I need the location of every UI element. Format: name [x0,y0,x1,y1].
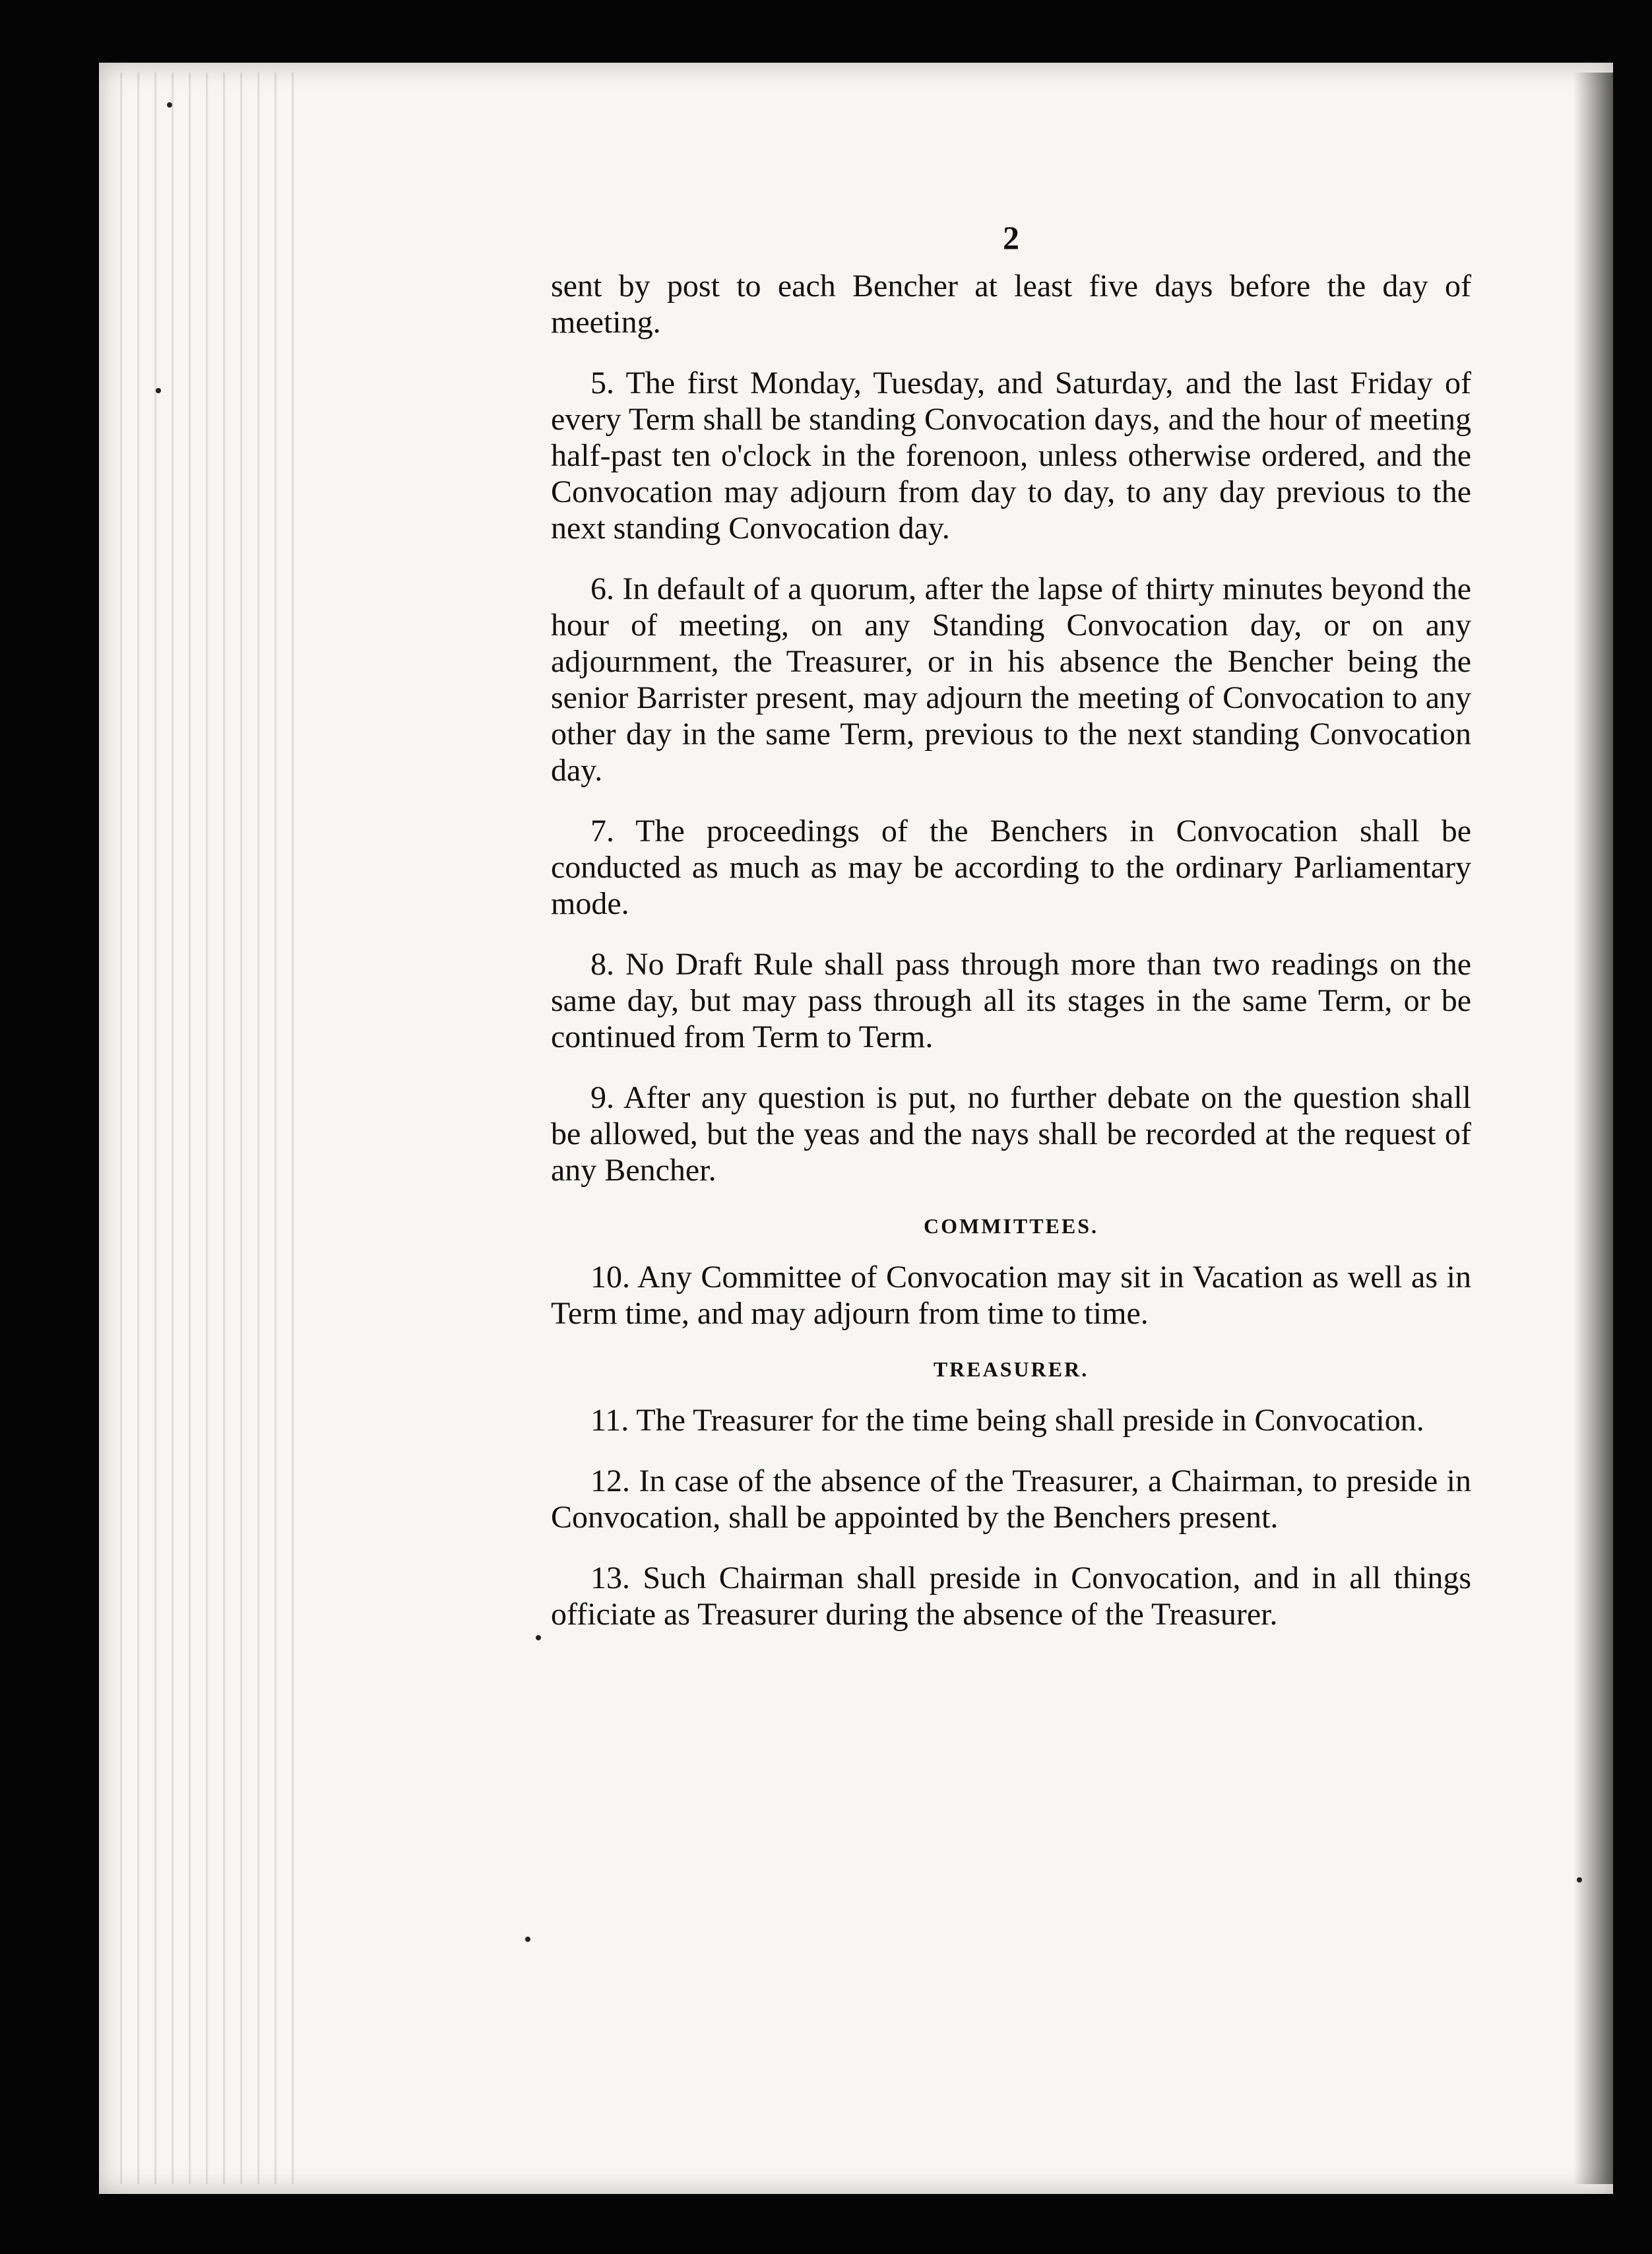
page-edge-left [106,73,303,2184]
scan-speck [525,1937,530,1942]
page-number: 2 [1003,219,1019,256]
paragraph-13: 13. Such Chairman shall preside in Convocation, and in all things officiate as Treasurer during the absence of the Treasurer. [551,1561,1471,1632]
paragraph-5: 5. The first Monday, Tuesday, and Saturday, and the last Friday of every Term shall be standing Convocation days, and the hour of meeting half-past ten o'clock in the forenoon, unless otherwise ordered, and the Convocation may adjourn from day to day, to any day previous to the next standing Convocation day. [551,366,1471,546]
scan-speck [536,1635,541,1640]
paragraph-12: 12. In case of the absence of the Treasurer, a Chairman, to preside in Convocation, shall be appointed by the Benchers present. [551,1464,1471,1535]
paragraph-6: 6. In default of a quorum, after the lapse of thirty minutes beyond the hour of meeting, on any Standing Convocation day, or on any adjournment, the Treasurer, or in his absence the Bencher being the senior Barrister present, may adjourn the meeting of Convocation to any other day in the same Term, previous to the next standing Convocation day. [551,571,1471,788]
paragraph-10: 10. Any Committee of Convocation may sit in Vacation as well as in Term time, and may adjourn from time to time. [551,1260,1471,1331]
heading-treasurer: TREASURER. [933,1357,1089,1381]
scan-speck [167,102,172,108]
scan-speck [156,388,161,393]
paragraph-4-continued: sent by post to each Bencher at least five days before the day of meeting. [551,269,1471,340]
page-edge-right [1573,73,1613,2184]
paragraph-7: 7. The proceedings of the Benchers in Convocation shall be conducted as much as may be according to the ordinary Parliamentary mode. [551,814,1471,921]
document-page [551,218,1471,1657]
heading-committees: COMMITTEES. [923,1214,1099,1238]
paragraph-11: 11. The Treasurer for the time being shall preside in Convocation. [590,1403,1424,1438]
scan-speck [1577,1877,1582,1883]
paragraph-8: 8. No Draft Rule shall pass through more than two readings on the same day, but may pass through all its stages in the same Term, or be continued from Term to Term. [551,947,1471,1054]
paragraph-9: 9. After any question is put, no further debate on the question shall be allowed, but the yeas and the nays shall be recorded at the request of any Bencher. [551,1080,1471,1188]
